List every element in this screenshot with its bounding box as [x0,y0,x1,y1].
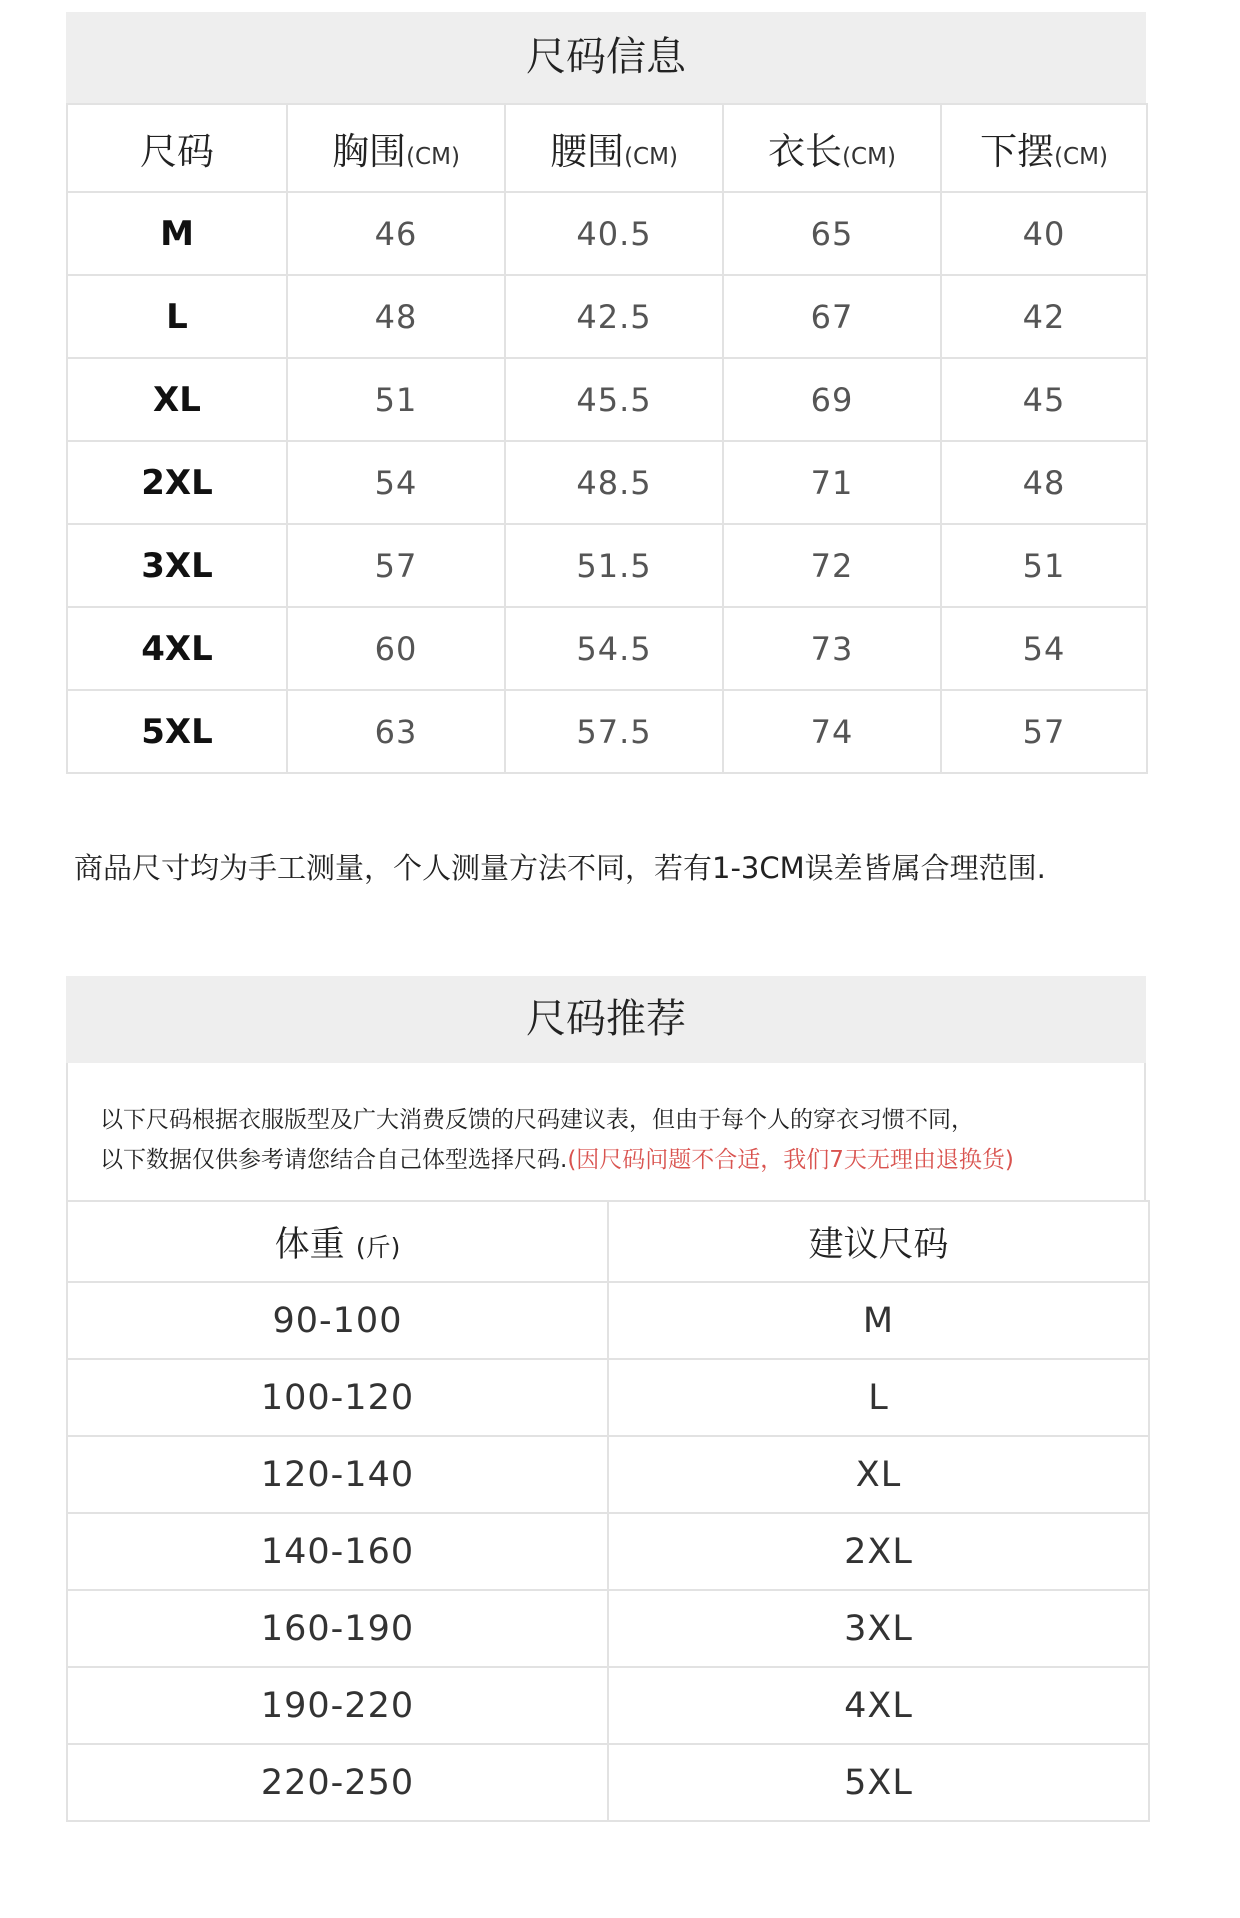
table-row [67,607,1147,690]
chest-cell: 51 [287,358,505,441]
waist-cell: 48.5 [505,441,723,524]
header-size: 尺码 [67,104,287,192]
suggested-size-cell: 5XL [608,1744,1149,1821]
length-cell: 65 [723,192,941,275]
weight-cell: 120-140 [67,1436,608,1513]
table-row [67,275,1147,358]
table-row [67,1513,1149,1590]
header-chest: 胸围(CM) [287,104,505,192]
header-waist: 腰围(CM) [505,104,723,192]
size-cell: 3XL [67,524,287,607]
header-suggested-size: 建议尺码 [608,1201,1149,1282]
size-cell: 4XL [67,607,287,690]
hem-cell: 51 [941,524,1147,607]
recommend-header-row [67,1201,1149,1282]
length-cell: 73 [723,607,941,690]
recommend-description [66,1063,1146,1200]
table-row [67,524,1147,607]
recommend-desc-line-1: 以下尺码根据衣服版型及广大消费反馈的尺码建议表，但由于每个人的穿衣习惯不同， [100,1107,974,1133]
length-cell: 71 [723,441,941,524]
table-row [67,1590,1149,1667]
table-row [67,1667,1149,1744]
weight-cell: 190-220 [67,1667,608,1744]
size-cell: L [67,275,287,358]
waist-cell: 57.5 [505,690,723,773]
hem-cell: 45 [941,358,1147,441]
size-info-table [66,103,1148,774]
table-row [67,690,1147,773]
size-recommend-table [66,1200,1150,1822]
table-row [67,358,1147,441]
hem-cell: 54 [941,607,1147,690]
hem-cell: 57 [941,690,1147,773]
suggested-size-cell: L [608,1359,1149,1436]
recommend-desc-line-2 [100,1141,1014,1174]
table-row [67,1359,1149,1436]
weight-cell: 100-120 [67,1359,608,1436]
size-cell: XL [67,358,287,441]
hem-cell: 42 [941,275,1147,358]
size-info-title: 尺码信息 [66,12,1146,103]
chest-cell: 57 [287,524,505,607]
length-cell: 74 [723,690,941,773]
weight-cell: 160-190 [67,1590,608,1667]
return-policy-note: (因尺码问题不合适，我们7天无理由退换货) [567,1147,1014,1173]
chest-cell: 48 [287,275,505,358]
size-recommend-title: 尺码推荐 [66,976,1146,1063]
chest-cell: 54 [287,441,505,524]
chest-cell: 63 [287,690,505,773]
chest-cell: 46 [287,192,505,275]
weight-cell: 140-160 [67,1513,608,1590]
size-cell: 2XL [67,441,287,524]
suggested-size-cell: 4XL [608,1667,1149,1744]
suggested-size-cell: XL [608,1436,1149,1513]
table-row [67,441,1147,524]
waist-cell: 40.5 [505,192,723,275]
recommend-desc-text: 以下数据仅供参考请您结合自己体型选择尺码. [100,1147,568,1173]
suggested-size-cell: M [608,1282,1149,1359]
waist-cell: 42.5 [505,275,723,358]
waist-cell: 54.5 [505,607,723,690]
weight-cell: 90-100 [67,1282,608,1359]
length-cell: 67 [723,275,941,358]
table-row [67,1436,1149,1513]
weight-cell: 220-250 [67,1744,608,1821]
hem-cell: 40 [941,192,1147,275]
size-table-header-row [67,104,1147,192]
hem-cell: 48 [941,441,1147,524]
waist-cell: 45.5 [505,358,723,441]
suggested-size-cell: 3XL [608,1590,1149,1667]
waist-cell: 51.5 [505,524,723,607]
size-cell: M [67,192,287,275]
suggested-size-cell: 2XL [608,1513,1149,1590]
measure-note: 商品尺寸均为手工测量，个人测量方法不同，若有1-3CM误差皆属合理范围. [74,851,1046,885]
header-weight: 体重 (斤) [67,1201,608,1282]
table-row [67,1744,1149,1821]
size-cell: 5XL [67,690,287,773]
table-row [67,1282,1149,1359]
header-hem: 下摆(CM) [941,104,1147,192]
chest-cell: 60 [287,607,505,690]
length-cell: 72 [723,524,941,607]
table-row [67,192,1147,275]
length-cell: 69 [723,358,941,441]
header-length: 衣长(CM) [723,104,941,192]
